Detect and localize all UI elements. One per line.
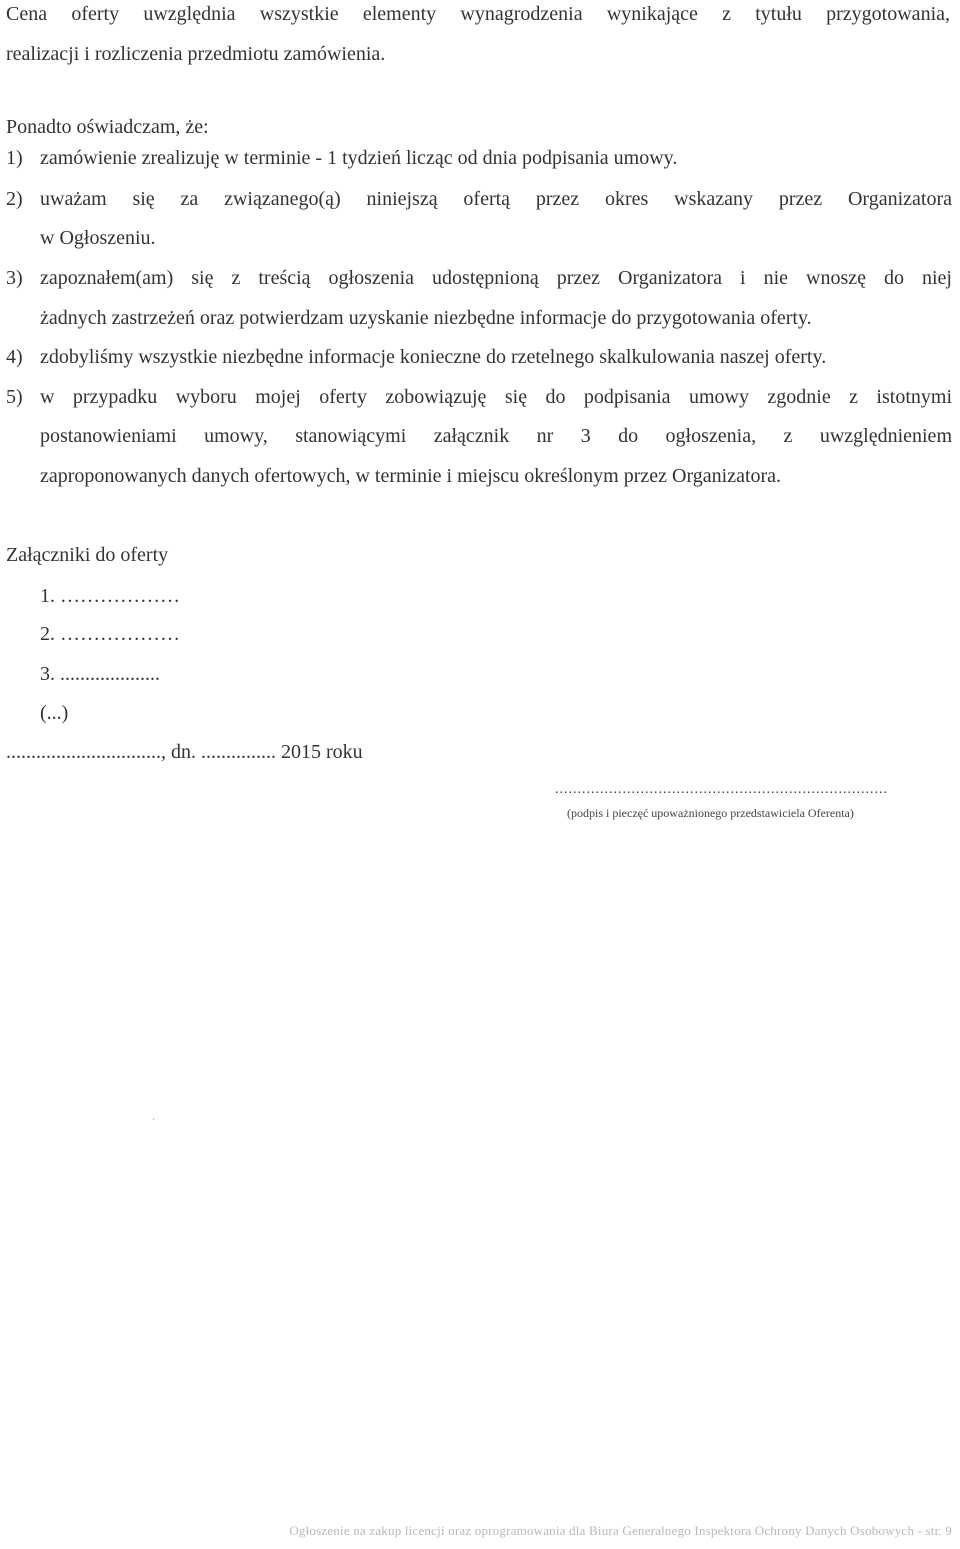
item-4-line-1: zdobyliśmy wszystkie niezbędne informacje konieczne do rzetelnego skalkulowania naszej oferty. [40,346,827,368]
item-3-line-1: zapoznałem(am) się z treścią ogłoszenia udostępnioną przez Organizatora i nie wnoszę do niej [40,267,952,289]
item-number-1: 1) [6,147,23,169]
item-2-line-1: uważam się za związanego(ą) niniejszą ofertą przez okres wskazany przez Organizatora [40,188,952,210]
scan-speck: ` [152,1118,156,1129]
page-footer: Ogłoszenie na zakup licencji oraz oprogramowania dla Biura Generalnego Inspektora Ochrony Danych Osobowych - str. 9 [289,1523,952,1538]
item-number-3: 3) [6,267,23,289]
item-2-line-2: w Ogłoszeniu. [40,227,156,249]
signature-caption: (podpis i pieczęć upoważnionego przedstawiciela Oferenta) [567,806,854,820]
item-number-5: 5) [6,386,23,408]
item-1-line-1: zamówienie zrealizuję w terminie - 1 tydzień licząc od dnia podpisania umowy. [40,147,678,169]
attachment-item-2: 2. ……………… [40,623,180,645]
item-number-2: 2) [6,188,23,210]
attachment-item-3: 3. .................... [40,663,160,685]
item-number-4: 4) [6,346,23,368]
intro-line-1: Cena oferty uwzględnia wszystkie elementy wynagrodzenia wynikające z tytułu przygotowania, [6,3,950,25]
attachment-item-1: 1. ……………… [40,585,180,607]
place-date-line: ..............................., dn. ............... 2015 roku [6,741,363,763]
declaration-heading: Ponadto oświadczam, że: [6,116,209,138]
signature-line: .......................................................................... [555,782,888,797]
intro-line-2: realizacji i rozliczenia przedmiotu zamówienia. [6,43,386,65]
attachment-item-ellipsis: (...) [40,702,69,724]
attachments-heading: Załączniki do oferty [6,544,169,566]
item-5-line-3: zaproponowanych danych ofertowych, w terminie i miejscu określonym przez Organizatora. [40,465,782,487]
item-5-line-2: postanowieniami umowy, stanowiącymi załącznik nr 3 do ogłoszenia, z uwzględnieniem [40,425,952,447]
item-3-line-2: żadnych zastrzeżeń oraz potwierdzam uzyskanie niezbędne informacje do przygotowania oferty. [40,307,812,329]
item-5-line-1: w przypadku wyboru mojej oferty zobowiązuję się do podpisania umowy zgodnie z istotnymi [40,386,952,408]
